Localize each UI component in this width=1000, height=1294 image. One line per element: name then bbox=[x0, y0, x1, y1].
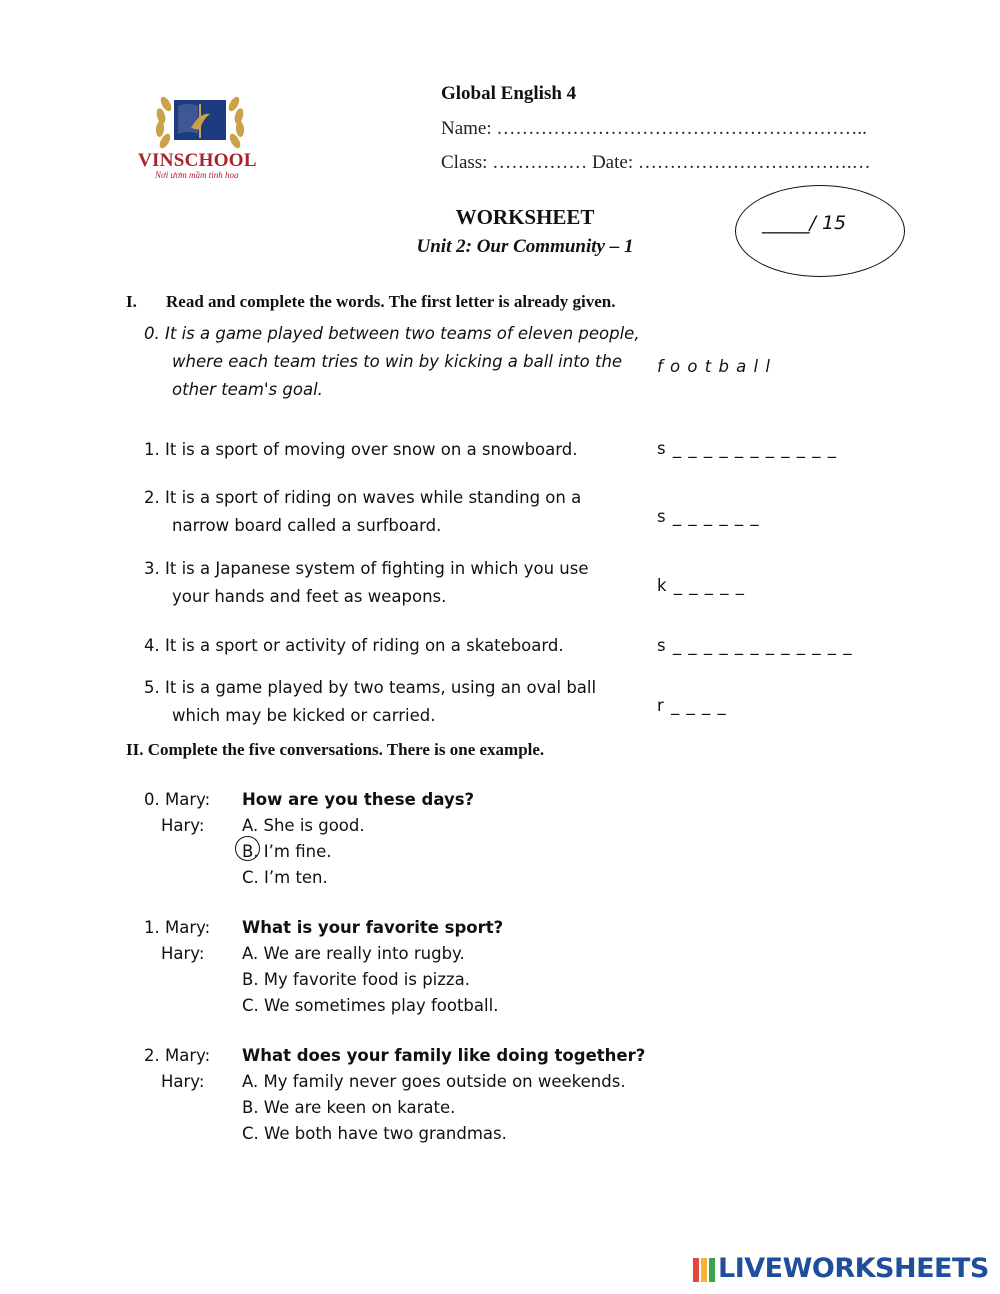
question-5-line-1: 5. It is a game played by two teams, using an oval ball bbox=[144, 678, 597, 697]
answer-2-input[interactable]: s _ _ _ _ _ _ bbox=[657, 507, 760, 526]
conversation-0-mary-label: 0. Mary: bbox=[144, 790, 211, 809]
section-1-number: I. bbox=[126, 292, 137, 311]
score-box[interactable]: _____/ 15 bbox=[762, 212, 847, 234]
conversation-2-hary-label: Hary: bbox=[161, 1072, 205, 1091]
conversation-2-option-b[interactable]: B. We are keen on karate. bbox=[242, 1098, 456, 1117]
answer-3-input[interactable]: k _ _ _ _ _ bbox=[657, 576, 746, 595]
conversation-2-mary-label: 2. Mary: bbox=[144, 1046, 211, 1065]
question-3 bbox=[144, 555, 664, 611]
question-2-line-1: 2. It is a sport of riding on waves while standing on a bbox=[144, 488, 582, 507]
conversation-0-question-text: How are you these days? bbox=[242, 790, 475, 809]
question-5-line-2: which may be kicked or carried. bbox=[172, 706, 436, 725]
conversation-1-mary-label: 1. Mary: bbox=[144, 918, 211, 937]
conversation-0-option-c: C. I’m ten. bbox=[242, 868, 328, 887]
example-question bbox=[144, 320, 664, 404]
class-date-field-line[interactable]: Class: …………… Date: …………………………….… bbox=[441, 152, 871, 173]
course-title: Global English 4 bbox=[441, 83, 577, 104]
conversation-0-hary-label: Hary: bbox=[161, 816, 205, 835]
worksheet-subtitle: Unit 2: Our Community – 1 bbox=[416, 236, 634, 257]
question-4-text: 4. It is a sport or activity of riding on a skateboard. bbox=[144, 636, 564, 655]
conversation-1-question-text: What is your favorite sport? bbox=[242, 918, 504, 937]
conversation-2-option-a[interactable]: A. My family never goes outside on weekends. bbox=[242, 1072, 626, 1091]
example-line-2: where each team tries to win by kicking a ball into the bbox=[172, 352, 623, 371]
conversation-0-option-b: B. I’m fine. bbox=[242, 842, 332, 861]
conversation-1-option-c[interactable]: C. We sometimes play football. bbox=[242, 996, 499, 1015]
example-answer: f o o t b a l l bbox=[657, 357, 771, 376]
question-1-text: 1. It is a sport of moving over snow on a snowboard. bbox=[144, 440, 578, 459]
answer-4-input[interactable]: s _ _ _ _ _ _ _ _ _ _ _ _ bbox=[657, 636, 853, 655]
conversation-1-option-a[interactable]: A. We are really into rugby. bbox=[242, 944, 465, 963]
answer-1-input[interactable]: s _ _ _ _ _ _ _ _ _ _ _ bbox=[657, 439, 838, 458]
school-name: VINSCHOOL bbox=[138, 150, 257, 171]
answer-5-input[interactable]: r _ _ _ _ bbox=[657, 696, 727, 715]
section-2-instruction: II. Complete the five conversations. There is one example. bbox=[126, 740, 545, 759]
question-2 bbox=[144, 484, 664, 540]
conversation-2-question-text: What does your family like doing together? bbox=[242, 1046, 646, 1065]
liveworksheets-brand[interactable]: LIVEWORKSHEETS bbox=[718, 1253, 989, 1284]
worksheet-title: WORKSHEET bbox=[455, 205, 595, 229]
example-answer-circle bbox=[235, 836, 260, 861]
section-1-instruction: Read and complete the words. The first letter is already given. bbox=[166, 292, 616, 311]
school-tagline: Nơi ươm mầm tinh hoa bbox=[155, 170, 239, 180]
conversation-0-question bbox=[242, 787, 474, 813]
conversation-2-question bbox=[242, 1043, 645, 1069]
conversation-2-option-c[interactable]: C. We both have two grandmas. bbox=[242, 1124, 507, 1143]
question-2-line-2: narrow board called a surfboard. bbox=[172, 516, 442, 535]
conversation-1-question bbox=[242, 915, 503, 941]
name-field-line[interactable]: Name: ………………………………………………….. bbox=[441, 118, 867, 139]
example-line-3: other team's goal. bbox=[172, 380, 323, 399]
question-3-line-1: 3. It is a Japanese system of fighting in which you use bbox=[144, 559, 589, 578]
example-line-1: 0. It is a game played between two teams of eleven people, bbox=[144, 324, 640, 343]
liveworksheets-logo-icon bbox=[693, 1258, 715, 1282]
conversation-1-option-b[interactable]: B. My favorite food is pizza. bbox=[242, 970, 470, 989]
question-5 bbox=[144, 674, 664, 730]
question-1 bbox=[144, 436, 664, 464]
question-3-line-2: your hands and feet as weapons. bbox=[172, 587, 447, 606]
conversation-0-option-a: A. She is good. bbox=[242, 816, 365, 835]
conversation-1-hary-label: Hary: bbox=[161, 944, 205, 963]
question-4 bbox=[144, 632, 664, 660]
